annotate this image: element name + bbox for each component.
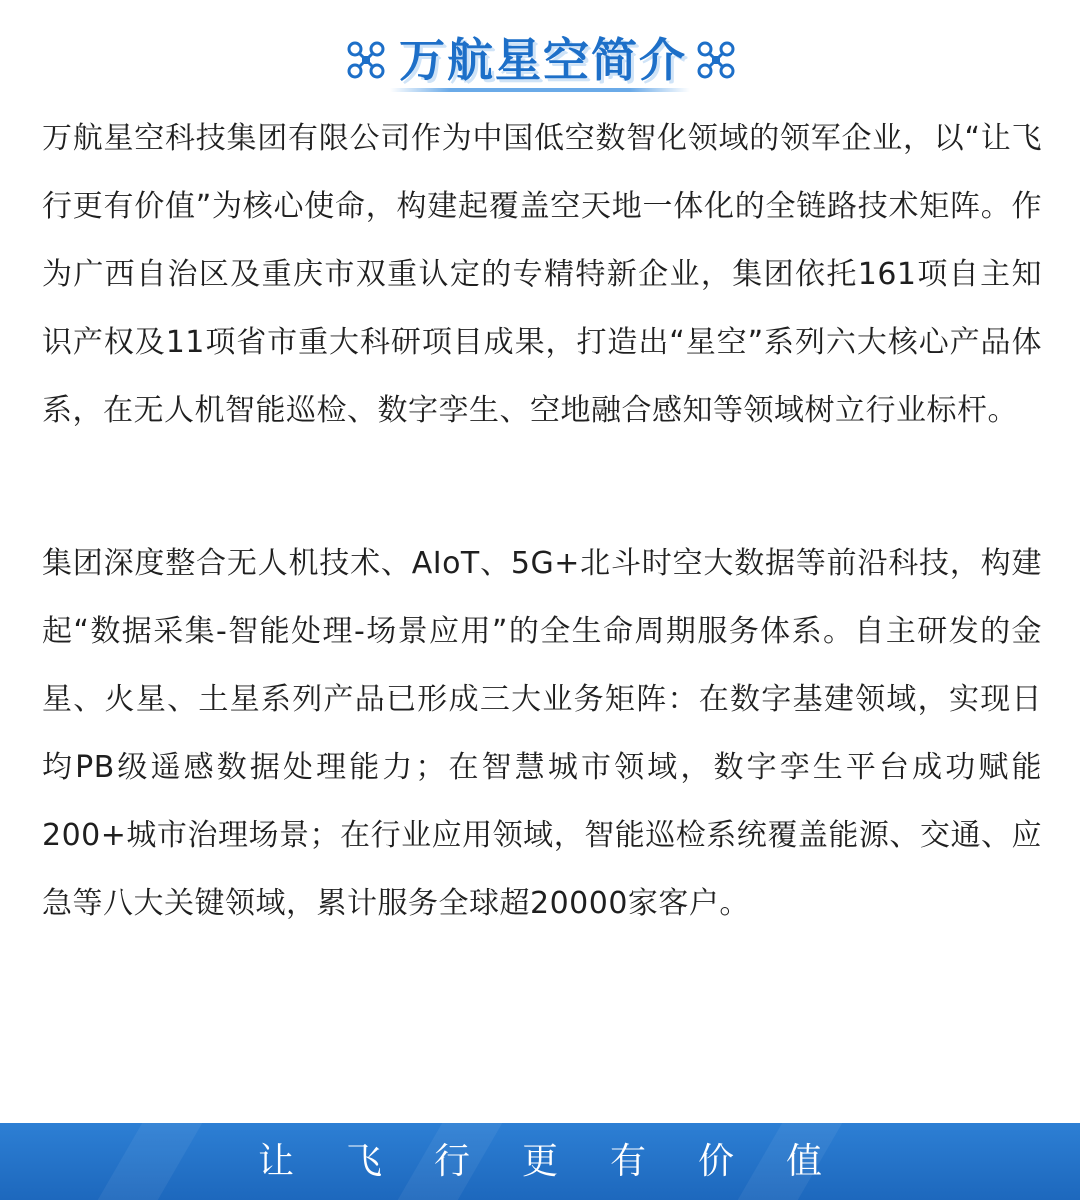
drone-icon [346, 40, 386, 80]
header [0, 26, 1080, 106]
page-title: 万航星空简介 [399, 33, 687, 87]
intro-paragraph: 万航星空科技集团有限公司作为中国低空数智化领域的领军企业，以“让飞行更有价值”为核心使命，构建起覆盖空天地一体化的全链路技术矩阵。作为广西自治区及重庆市双重认定的专精特新企业，集团依托161项自主知识产权及11项省市重大科研项目成果，打造出“星空”系列六大核心产品体系，在无人机智能巡检、数字孪生、空地融合感知等领域树立行业标杆。 [42, 121, 1042, 428]
drone-icon [696, 40, 736, 80]
title-underline [390, 88, 690, 92]
intro-content [42, 105, 1042, 938]
title-block [332, 26, 748, 96]
footer-banner [0, 1123, 1080, 1200]
footer-slogan: 让飞行更有价值 [257, 1141, 874, 1182]
intro-paragraph: 集团深度整合无人机技术、AIoT、5G+北斗时空大数据等前沿科技，构建起“数据采集-智能处理-场景应用”的全生命周期服务体系。自主研发的金星、火星、土星系列产品已形成三大业务矩阵：在数字基建领域，实现日均PB级遥感数据处理能力；在智慧城市领域，数字孪生平台成功赋能200+城市治理场景；在行业应用领域，智能巡检系统覆盖能源、交通、应急等八大关键领域，累计服务全球超20000家客户。 [42, 546, 1042, 921]
